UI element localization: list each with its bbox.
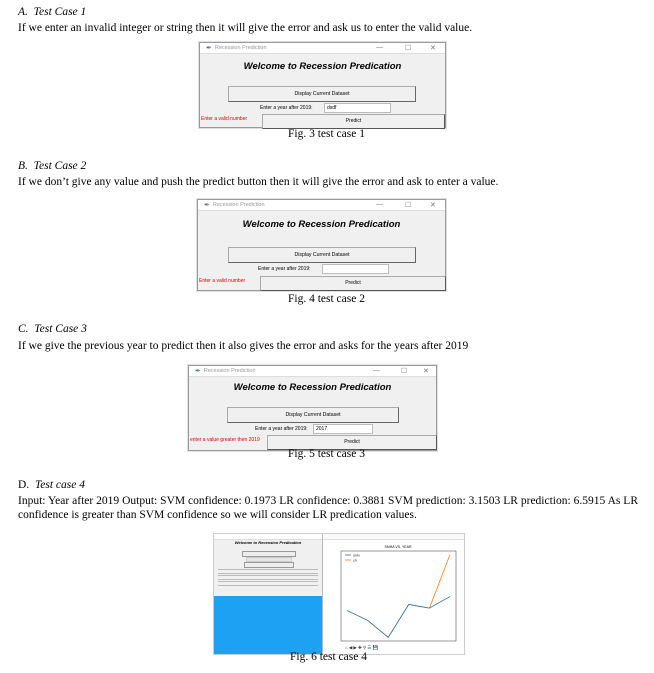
legend-label: LR: [353, 558, 357, 563]
year-input[interactable]: 2017: [313, 424, 373, 434]
section-a-text: If we enter an invalid integer or string then it will give the error and ask us to enter the valid value.: [18, 22, 473, 34]
error-message: Enter a valid number: [199, 278, 246, 284]
section-c-heading: [18, 323, 87, 335]
chart-title: SMHA VS. YEAR: [384, 545, 412, 549]
figure-caption: Fig. 6 test case 4: [290, 651, 367, 663]
year-input[interactable]: [322, 264, 389, 274]
result-row: [218, 569, 318, 574]
section-title: Test Case 3: [34, 323, 87, 335]
maximize-icon[interactable]: ☐: [405, 202, 412, 209]
section-b-text: If we don’t give any value and push the predict button then it will give the error and ask to enter a value.: [18, 176, 499, 188]
display-dataset-button[interactable]: Display Current Dataset: [228, 247, 416, 263]
window-title: Recession Prediction: [203, 368, 256, 374]
predict-button[interactable]: Predict: [260, 276, 446, 291]
chart-legend: [345, 553, 360, 562]
window-title: Recession Prediction: [212, 202, 265, 208]
feather-icon: ✒: [195, 368, 201, 375]
app-heading: Welcome to Recession Predication: [233, 382, 392, 393]
predict-button[interactable]: Predict: [262, 114, 445, 129]
section-b-heading: [18, 160, 86, 172]
year-label: Enter a year after 2019:: [255, 426, 308, 432]
year-label: Enter a year after 2019:: [258, 266, 311, 272]
figure-caption: Fig. 3 test case 1: [288, 128, 365, 140]
window-titlebar: [198, 200, 445, 211]
close-icon[interactable]: ✕: [430, 202, 436, 209]
section-letter: A.: [18, 6, 28, 18]
close-icon[interactable]: ✕: [423, 368, 429, 375]
maximize-icon[interactable]: ☐: [405, 45, 412, 52]
app-heading: Welcome to Recession Predication: [243, 61, 402, 72]
app-heading: Welcome to Recession Predication: [234, 540, 302, 545]
minimize-icon[interactable]: —: [376, 201, 383, 208]
window-titlebar: [200, 43, 445, 54]
section-d-text: Input: Year after 2019 Output: SVM confidence: 0.1973 LR confidence: 0.3881 SVM prediction: 3.1503 LR prediction: 6.5915 As LR confidence is greater than SVM confidence so we will consider LR predication values.: [18, 495, 638, 521]
figure-caption: Fig. 5 test case 3: [288, 448, 365, 460]
predict-button[interactable]: [244, 562, 294, 568]
year-input[interactable]: dsdf: [324, 103, 391, 113]
tk-window-case1: [199, 42, 446, 128]
minimize-icon[interactable]: —: [376, 44, 383, 51]
predict-button[interactable]: Predict: [267, 435, 437, 450]
series-line-lr: [347, 555, 450, 638]
toolbar-icons[interactable]: ⌂ ◀ ▶ ✚ ⚲ ☰ 💾: [345, 645, 379, 650]
window-titlebar: [189, 366, 436, 377]
error-message: Enter a valid number: [201, 116, 248, 122]
section-letter: C.: [18, 323, 29, 335]
tk-window-case4: [214, 534, 323, 596]
error-message: enter a value greater then 2019: [190, 437, 260, 443]
figure-caption: Fig. 4 test case 2: [288, 293, 365, 305]
plot-toolbar[interactable]: [345, 644, 378, 650]
legend-label: SVM: [353, 553, 360, 558]
display-dataset-button[interactable]: Display Current Dataset: [228, 86, 416, 102]
plot-frame: [341, 551, 456, 641]
test-case-4-screenshot: [213, 533, 465, 655]
maximize-icon[interactable]: ☐: [401, 368, 408, 375]
section-c-text: If we give the previous year to predict then it also gives the error and asks for the years after 2019: [18, 340, 469, 352]
section-title: Test case 4: [34, 479, 85, 491]
line-chart: [323, 539, 465, 654]
minimize-icon[interactable]: —: [373, 367, 380, 374]
section-title: Test Case 1: [33, 6, 87, 18]
year-label: Enter a year after 2019:: [260, 105, 313, 111]
section-letter: B.: [18, 160, 28, 172]
section-a-heading: [18, 6, 86, 18]
section-d-heading: [18, 479, 85, 491]
plot-window: [322, 534, 465, 654]
window-title: Recession Prediction: [214, 45, 267, 51]
close-icon[interactable]: ✕: [430, 45, 436, 52]
feather-icon: ✒: [206, 45, 212, 52]
result-row: [218, 581, 318, 586]
tk-window-case3: [188, 365, 437, 451]
section-title: Test Case 2: [33, 160, 87, 172]
tk-window-case2: [197, 199, 446, 291]
app-heading: Welcome to Recession Predication: [242, 219, 401, 230]
series-line-svm: [347, 597, 450, 638]
result-row: [218, 575, 318, 580]
display-dataset-button[interactable]: Display Current Dataset: [227, 407, 399, 423]
section-letter: D.: [18, 479, 30, 491]
feather-icon: ✒: [204, 202, 210, 209]
chart-series: [347, 555, 450, 638]
